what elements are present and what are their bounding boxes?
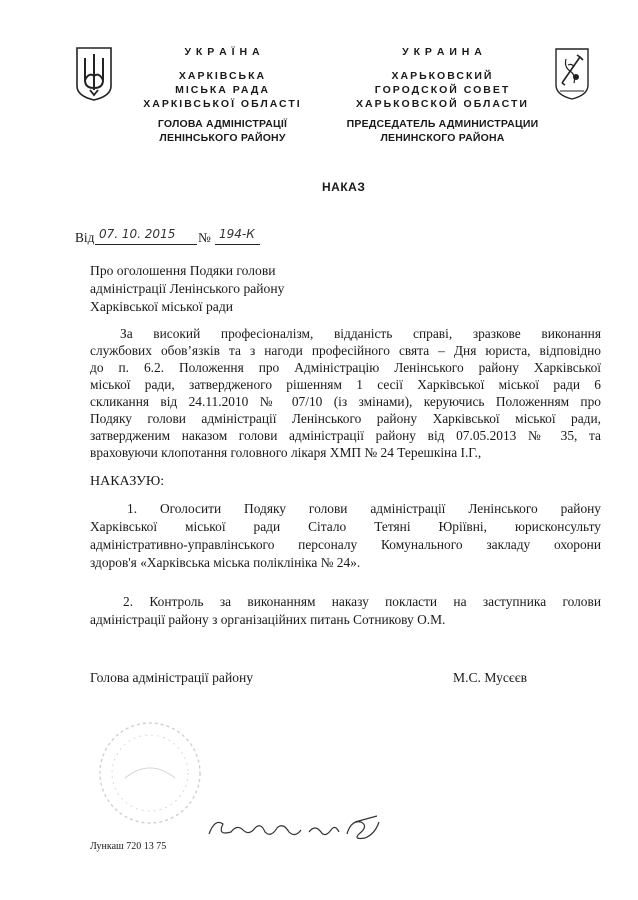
preamble-line: міської ради, затвердженого рішенням 1 сесії Харківської міської ради 6 [90, 377, 601, 392]
item1-line: здоров'я «Харківська міська поліклініка № 24». [90, 555, 361, 570]
ukraine-coat-of-arms-icon [75, 46, 113, 102]
header-ru-head [330, 117, 555, 145]
header-ua-head-line1: ГОЛОВА АДМІНІСТРАЦІЇ [157, 118, 288, 130]
date-value: 07. 10. 2015 [99, 227, 176, 241]
preamble [90, 325, 601, 461]
signature-position: Голова адміністрації району [90, 670, 254, 685]
official-stamp-icon [95, 718, 205, 828]
subject-line: Харківської міської ради [90, 299, 234, 314]
preamble-line: затвердженим наказом голови адміністрації району від 07.05.2013 № 35, та [90, 428, 601, 443]
preamble-line: до п. 6.2. Положення про Адміністрацію Ленінського району Харківської [90, 360, 601, 375]
header-ua-country: У К Р А Ї Н А [184, 46, 261, 58]
header-ua-head-line2: ЛЕНІНСЬКОГО РАЙОНУ [159, 132, 286, 144]
date-prefix: Від [75, 230, 95, 245]
handwritten-acknowledgement [205, 812, 385, 846]
preamble-line: скликання від 24.11.2010 № 07/10 (із змінами), керуючись Положенням про [90, 394, 601, 409]
preamble-line: службових обов’язків та з нагоди професійного свята – Дня юриста, відповідно [90, 343, 601, 358]
item1-line: адміністративно-управлінського персоналу Комунального закладу охорони [90, 537, 601, 552]
order-word: НАКАЗУЮ: [90, 474, 165, 489]
number-value: 194-К [219, 227, 255, 241]
subject [90, 262, 284, 316]
item2-line: адміністрації району з організаційних питань Сотникову О.М. [90, 612, 446, 627]
item2-line: 2. Контроль за виконанням наказу покласти на заступника голови [123, 594, 601, 609]
item1-line: 1. Оголосити Подяку голови адміністрації Ленінського району [127, 501, 601, 516]
doc-title: НАКАЗ [322, 180, 366, 194]
kharkiv-coat-of-arms-icon [554, 47, 590, 101]
header-ua-head [140, 117, 305, 145]
date-number-line [75, 229, 275, 249]
header-ru-council-line2: ГОРОДСКОЙ СОВЕТ [374, 84, 511, 96]
item1-line: Харківської міської ради Сітало Тетяні Юріївні, юрисконсульту [90, 519, 601, 534]
header-ru-council-line3: ХАРЬКОВСКОЙ ОБЛАСТИ [356, 98, 529, 110]
preamble-line: За високий професіоналізм, відданість справі, зразкове виконання [120, 326, 601, 341]
signature-name: М.С. Мусєєв [453, 670, 528, 685]
header-ua-block [140, 45, 305, 111]
number-underline [215, 244, 260, 245]
header-ru-head-line1: ПРЕДСЕДАТЕЛЬ АДМИНИСТРАЦИИ [346, 118, 539, 130]
header-ru-council-line1: ХАРЬКОВСКИЙ [391, 70, 494, 82]
preamble-line: Подяку голови адміністрації Ленінського району Харківської міської ради, [90, 411, 601, 426]
date-underline [95, 244, 197, 245]
order-item-1 [90, 500, 601, 572]
header-ru-country: У К Р А И Н А [402, 46, 483, 58]
header-ru-head-line2: ЛЕНИНСКОГО РАЙОНА [380, 132, 505, 144]
subject-line: адміністрації Ленінського району [90, 281, 285, 296]
number-prefix: № [198, 230, 211, 245]
header-ru-block [340, 45, 545, 111]
preamble-line: враховуючи клопотання головного лікаря ХМП № 24 Терешкіна І.Г., [90, 445, 482, 460]
subject-line: Про оголошення Подяки голови [90, 263, 276, 278]
order-item-2 [90, 593, 601, 629]
footer-note: Лункаш 720 13 75 [90, 841, 167, 852]
header-ua-council-line3: ХАРКІВСЬКОЇ ОБЛАСТІ [143, 98, 302, 110]
header-ua-council-line2: МІСЬКА РАДА [175, 84, 270, 96]
header-ua-council-line1: ХАРКІВСЬКА [178, 70, 267, 82]
